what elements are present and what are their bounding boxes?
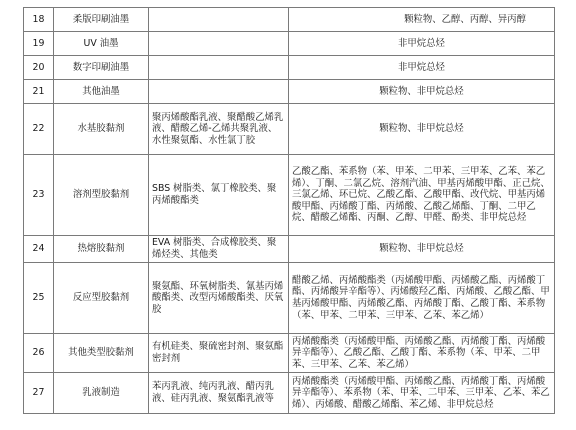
row-number: 18 <box>24 8 54 32</box>
raw-materials <box>149 80 289 104</box>
row-number: 25 <box>24 263 54 334</box>
raw-materials <box>149 8 289 32</box>
row-number: 26 <box>24 334 54 373</box>
raw-materials: SBS 树脂类、氯丁橡胶类、聚丙烯酸酯类 <box>149 155 289 236</box>
row-number: 20 <box>24 56 54 80</box>
raw-materials: 聚氨酯、环氧树脂类、氰基丙烯酸酯类、改型丙烯酸酯类、厌氧胶 <box>149 263 289 334</box>
raw-materials: 有机硅类、聚硫密封剂、聚氨酯密封剂 <box>149 334 289 373</box>
table-row <box>24 236 555 263</box>
product-name: 数字印刷油墨 <box>54 56 149 80</box>
row-number: 27 <box>24 373 54 414</box>
pollutants: 丙烯酸酯类（丙烯酸甲酯、丙烯酸乙酯、丙烯酸丁酯、丙烯酸异辛酯等）、苯系物（苯、甲苯、二甲苯、三甲苯、乙苯、苯乙烯）、丙烯酸、醋酸乙烯酯、苯乙烯、非甲烷总烃 <box>289 373 555 414</box>
table-row <box>24 56 555 80</box>
product-name: 水基胶黏剂 <box>54 104 149 155</box>
raw-materials <box>149 32 289 56</box>
raw-materials: EVA 树脂类、合成橡胶类、聚烯烃类、其他类 <box>149 236 289 263</box>
pollutants: 颗粒物、非甲烷总烃 <box>289 104 555 155</box>
table-row <box>24 104 555 155</box>
product-name: 反应型胶黏剂 <box>54 263 149 334</box>
row-number: 19 <box>24 32 54 56</box>
table-row <box>24 32 555 56</box>
table-row <box>24 263 555 334</box>
product-name: 其他类型胶黏剂 <box>54 334 149 373</box>
pollutants: 醋酸乙烯、丙烯酸酯类（丙烯酸甲酯、丙烯酸乙酯、丙烯酸丁酯、丙烯酸异辛酯等）、丙烯酸羟乙酯、丙烯酸、乙酸乙酯、甲基丙烯酸甲酯、丙烯酸乙酯、丙烯酸丁酯、乙酸丁酯、苯系物（苯、甲苯、二甲苯、三甲苯、乙苯、苯乙烯） <box>289 263 555 334</box>
product-name: 其他油墨 <box>54 80 149 104</box>
pollutants: 颗粒物、非甲烷总烃 <box>289 80 555 104</box>
row-number: 22 <box>24 104 54 155</box>
pollutants: 非甲烷总烃 <box>289 32 555 56</box>
row-number: 21 <box>24 80 54 104</box>
row-number: 23 <box>24 155 54 236</box>
table-row <box>24 8 555 32</box>
emissions-table <box>23 7 555 414</box>
pollutants: 乙酸乙酯、苯系物（苯、甲苯、二甲苯、三甲苯、乙苯、苯乙烯）、丁酮、二氯乙烷、溶剂汽油、甲基丙烯酸甲酯、正己烷、三氯乙烯、环已烷、乙酸乙酯、乙酸甲酯、改代烷、甲基丙烯酸甲酯、丙烯酸丁酯、丙烯酸、乙酸乙烯酯、丁酮、二甲乙烷、醋酸乙烯酯、丙酮、乙醇、甲醛、酚类、非甲烷总烃 <box>289 155 555 236</box>
product-name: 柔版印刷油墨 <box>54 8 149 32</box>
table-row <box>24 373 555 414</box>
table-row <box>24 80 555 104</box>
raw-materials <box>149 56 289 80</box>
raw-materials: 苯丙乳液、纯丙乳液、醋丙乳液、硅丙乳液、聚氨酯乳液等 <box>149 373 289 414</box>
pollutants: 颗粒物、乙醇、丙醇、异丙醇 <box>289 8 555 32</box>
table-row <box>24 334 555 373</box>
pollutants: 颗粒物、非甲烷总烃 <box>289 236 555 263</box>
product-name: UV 油墨 <box>54 32 149 56</box>
table-row <box>24 155 555 236</box>
raw-materials: 聚丙烯酸酯乳液、聚醋酸乙烯乳液、醋酸乙烯-乙烯共聚乳液、水性聚氨酯、水性氯丁胶 <box>149 104 289 155</box>
product-name: 溶剂型胶黏剂 <box>54 155 149 236</box>
pollutants: 丙烯酸酯类（丙烯酸甲酯、丙烯酸乙酯、丙烯酸丁酯、丙烯酸异辛酯等）、乙酸乙酯、乙酸丁酯、苯系物（苯、甲苯、二甲苯、三甲苯、乙苯、苯乙烯） <box>289 334 555 373</box>
product-name: 乳液制造 <box>54 373 149 414</box>
pollutants: 非甲烷总烃 <box>289 56 555 80</box>
row-number: 24 <box>24 236 54 263</box>
product-name: 热熔胶黏剂 <box>54 236 149 263</box>
